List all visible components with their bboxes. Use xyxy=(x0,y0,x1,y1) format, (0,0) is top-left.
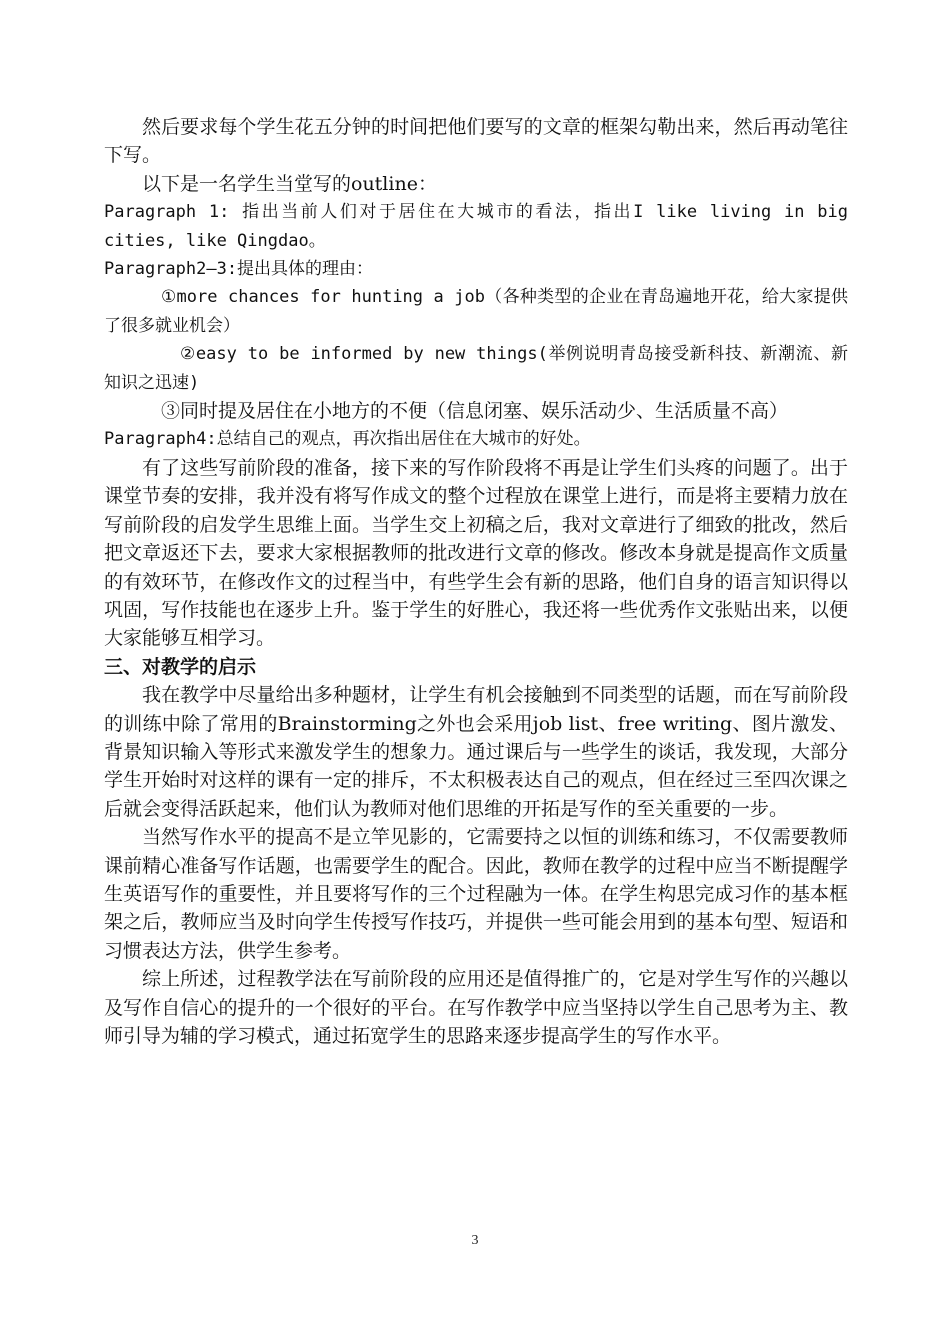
section-heading: 三、对教学的启示 xyxy=(104,655,257,678)
paragraph-outline-instruction: 然后要求每个学生花五分钟的时间把他们要写的文章的框架勾勒出来，然后再动笔往下写。 xyxy=(104,116,848,167)
document-body xyxy=(104,113,848,1050)
paragraph-teaching-topics: 我在教学中尽量给出多种题材，让学生有机会接触到不同类型的话题，而在写前阶段的训练中除了常用的Brainstorming之外也会采用job list、free writing、图片激发、背景知识输入等形式来激发学生的想象力。通过课后与一些学生的谈话，我发现，大部分学生开始时对这样的课有一定的排斥，不太积极表达自己的观点，但在经过三至四次课之后就会变得活跃起来，他们认为教师对他们思维的开拓是写作的至关重要的一步。 xyxy=(104,684,848,820)
paragraph-writing-stage: 有了这些写前阶段的准备，接下来的写作阶段将不再是让学生们头疼的问题了。出于课堂节奏的安排，我并没有将写作成文的整个过程放在课堂上进行，而是将主要精力放在写前阶段的启发学生思维上面。当学生交上初稿之后，我对文章进行了细致的批改，然后把文章返还下去，要求大家根据教师的批改进行文章的修改。修改本身就是提高作文质量的有效环节，在修改作文的过程当中，有些学生会有新的思路，他们自身的语言知识得以巩固，写作技能也在逐步上升。鉴于学生的好胜心，我还将一些优秀作文张贴出来，以便大家能够互相学习。 xyxy=(104,456,848,650)
outline-reason-1: ①more chances for hunting a job（各种类型的企业在青岛遍地开花，给大家提供了很多就业机会） xyxy=(104,287,848,336)
outline-reason-3: ③同时提及居住在小地方的不便（信息闭塞、娱乐活动少、生活质量不高） xyxy=(161,400,789,423)
outline-paragraph-4: Paragraph4:总结自己的观点，再次指出居住在大城市的好处。 xyxy=(104,429,591,450)
paragraph-outline-intro: 以下是一名学生当堂写的outline： xyxy=(142,172,437,195)
outline-reason-2: ②easy to be informed by new things(举例说明青岛接受新科技、新潮流、新知识之迅速) xyxy=(104,344,848,393)
paragraph-conclusion: 综上所述，过程教学法在写前阶段的应用还是值得推广的，它是对学生写作的兴趣以及写作自信心的提升的一个很好的平台。在写作教学中应当坚持以学生自己思考为主、教师引导为辅的学习模式，通过拓宽学生的思路来逐步提高学生的写作水平。 xyxy=(104,968,848,1047)
outline-paragraph-2-3: Paragraph2—3:提出具体的理由： xyxy=(104,259,374,280)
outline-paragraph-1: Paragraph 1: 指出当前人们对于居住在大城市的看法，指出I like living in big cities, like Qingdao。 xyxy=(104,202,848,251)
page-number: 3 xyxy=(471,1233,479,1248)
paragraph-writing-improvement: 当然写作水平的提高不是立竿见影的，它需要持之以恒的训练和练习，不仅需要教师课前精心准备写作话题，也需要学生的配合。因此，教师在教学的过程中应当不断提醒学生英语写作的重要性，并且要将写作的三个过程融为一体。在学生构思完成习作的基本框架之后，教师应当及时向学生传授写作技巧，并提供一些可能会用到的基本句型、短语和习惯表达方法，供学生参考。 xyxy=(104,826,848,962)
